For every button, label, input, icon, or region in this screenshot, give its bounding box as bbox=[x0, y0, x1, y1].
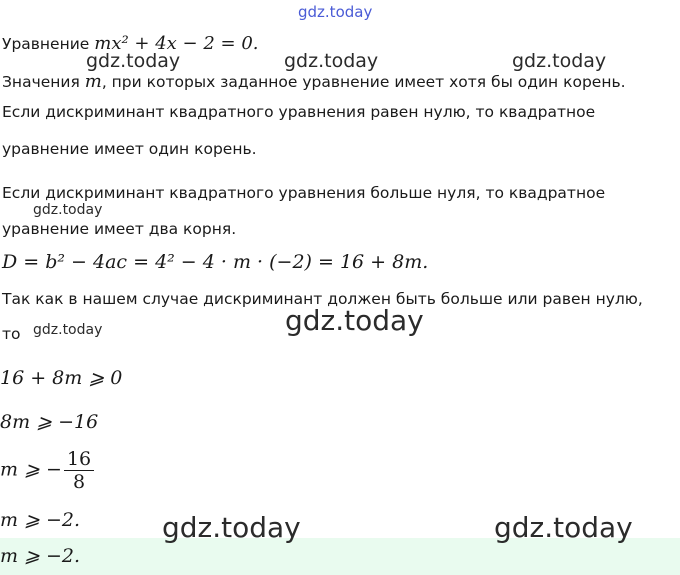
task-var: m bbox=[84, 71, 102, 92]
watermark-row1-a: gdz.today bbox=[86, 50, 181, 72]
task-suffix: , при которых заданное уравнение имеет хотя бы один корень. bbox=[101, 73, 626, 91]
step-3-denominator: 8 bbox=[72, 471, 86, 493]
step-3 bbox=[0, 448, 94, 493]
step-2: 8m ⩾ −16 bbox=[0, 411, 99, 433]
zero-case-line-2: уравнение имеет один корень. bbox=[2, 140, 257, 158]
watermark-mid-large: gdz.today bbox=[285, 304, 424, 337]
pos-case-line-2: уравнение имеет два корня. bbox=[2, 220, 237, 238]
since-line-1: Так как в нашем случае дискриминант должен быть больше или равен нулю, bbox=[2, 290, 643, 308]
watermark-bottom-a: gdz.today bbox=[162, 511, 301, 544]
zero-case-line-1: Если дискриминант квадратного уравнения равен нулю, то квадратное bbox=[2, 103, 596, 121]
watermark-top: gdz.today bbox=[298, 3, 373, 21]
step-1: 16 + 8m ⩾ 0 bbox=[0, 367, 123, 389]
watermark-mid-small: gdz.today bbox=[33, 202, 103, 218]
equation-prefix: Уравнение bbox=[2, 35, 95, 53]
watermark-mid-small-2: gdz.today bbox=[33, 322, 103, 338]
answer: m ⩾ −2. bbox=[0, 545, 81, 567]
step-4: m ⩾ −2. bbox=[0, 509, 81, 531]
watermark-row1-b: gdz.today bbox=[284, 50, 379, 72]
step-3-fraction bbox=[64, 448, 94, 493]
equation-formula: mx² + 4x − 2 = 0. bbox=[94, 33, 259, 54]
watermark-row1-c: gdz.today bbox=[512, 50, 607, 72]
step-3-lhs: m ⩾ − bbox=[0, 458, 62, 481]
task-prefix: Значения bbox=[2, 73, 85, 91]
pos-case-line-1: Если дискриминант квадратного уравнения больше нуля, то квадратное bbox=[2, 184, 606, 202]
watermark-bottom-b: gdz.today bbox=[494, 511, 633, 544]
task-line bbox=[2, 72, 626, 92]
since-line-2: то bbox=[2, 325, 21, 343]
step-3-numerator: 16 bbox=[64, 448, 94, 471]
discriminant-formula: D = b² − 4ac = 4² − 4 · m · (−2) = 16 + 8m. bbox=[2, 251, 429, 273]
